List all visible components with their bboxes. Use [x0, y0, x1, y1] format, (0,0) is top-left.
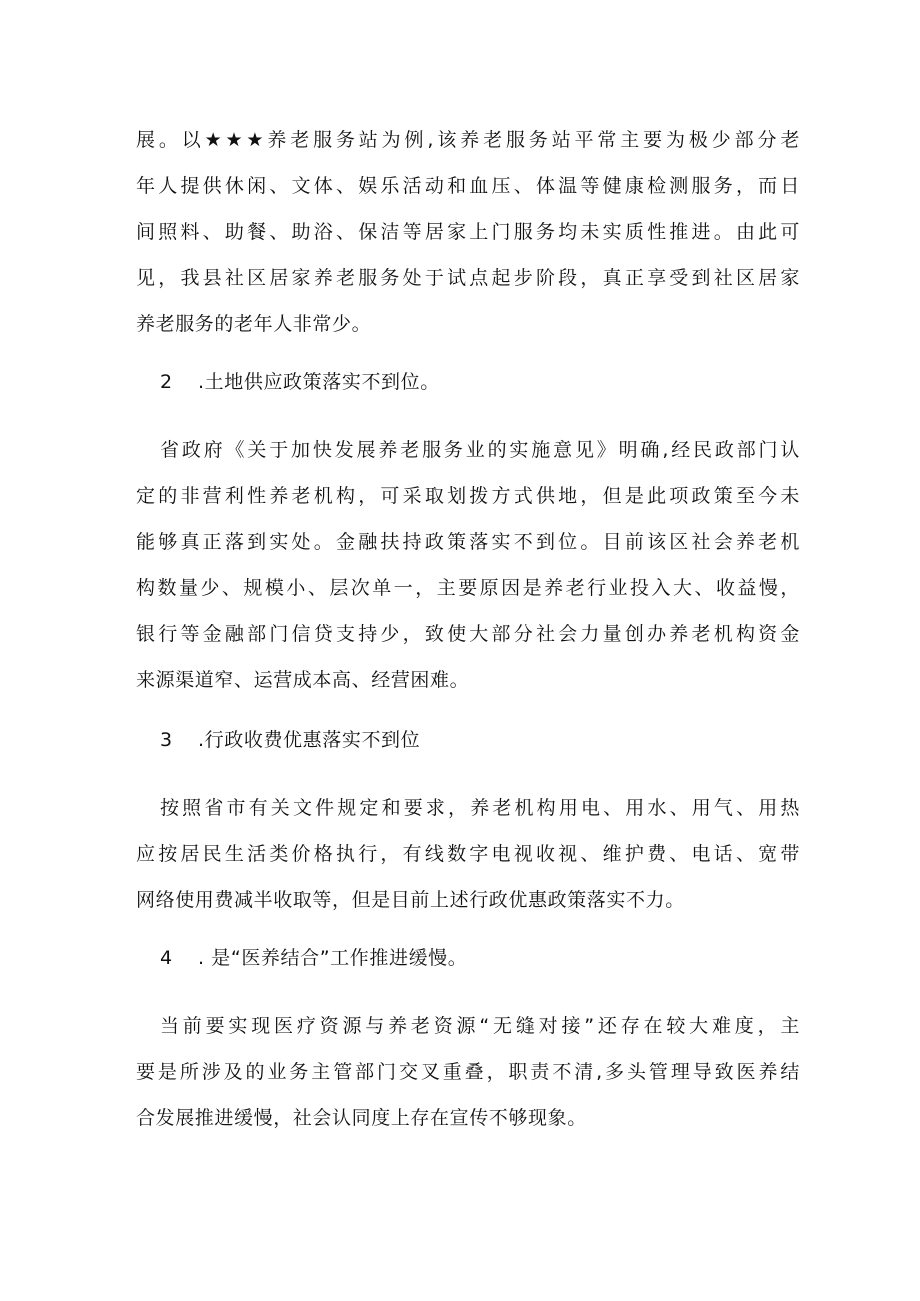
section-title: .行政收费优惠落实不到位 — [198, 729, 421, 751]
section-title: . 是“医养结合”工作推进缓慢。 — [198, 947, 468, 969]
paragraph-line: 见，我县社区居家养老服务处于试点起步阶段，真正享受到社区居家 — [136, 267, 800, 289]
section-title: .土地供应政策落实不到位。 — [198, 371, 440, 393]
section-heading — [160, 364, 840, 400]
section-heading — [160, 940, 840, 976]
section-number: 2 — [160, 371, 173, 393]
paragraph-line: 网络使用费减半收取等，但是目前上述行政优惠政策落实不力。 — [136, 889, 685, 911]
paragraph-line: 应按居民生活类价格执行，有线数字电视收视、维护费、电话、宽带 — [136, 843, 800, 865]
paragraph-line: 当前要实现医疗资源与养老资源“无缝对接”还存在较大难度，主 — [160, 1015, 800, 1037]
paragraph-line: 间照料、助餐、助浴、保洁等居家上门服务均未实质性推进。由此可 — [136, 221, 800, 243]
paragraph-line: 年人提供休闲、文体、娱乐活动和血压、体温等健康检测服务，而日 — [136, 175, 800, 197]
paragraph-line: 要是所涉及的业务主管部门交叉重叠，职责不清,多头管理导致医养结 — [136, 1061, 800, 1083]
paragraph-line: 定的非营利性养老机构，可采取划拨方式供地，但是此项政策至今未 — [136, 485, 800, 507]
paragraph-line: 按照省市有关文件规定和要求，养老机构用电、用水、用气、用热 — [160, 797, 800, 819]
paragraph-line: 构数量少、规模小、层次单一，主要原因是养老行业投入大、收益慢， — [136, 577, 800, 599]
paragraph-line: 省政府《关于加快发展养老服务业的实施意见》明确,经民政部门认 — [160, 439, 800, 461]
paragraph-line: 养老服务的老年人非常少。 — [136, 313, 372, 335]
section-number: 4 — [160, 947, 173, 969]
paragraph-line: 展。以★★★养老服务站为例,该养老服务站平常主要为极少部分老 — [136, 129, 800, 151]
section-heading — [160, 722, 840, 758]
paragraph-line: 合发展推进缓慢，社会认同度上存在宣传不够现象。 — [136, 1107, 587, 1129]
paragraph-line: 银行等金融部门信贷支持少，致使大部分社会力量创办养老机构资金 — [136, 623, 800, 645]
paragraph-line: 能够真正落到实处。金融扶持政策落实不到位。目前该区社会养老机 — [136, 531, 800, 553]
paragraph-line: 来源渠道窄、运营成本高、经营困难。 — [136, 669, 470, 691]
section-number: 3 — [160, 729, 173, 751]
